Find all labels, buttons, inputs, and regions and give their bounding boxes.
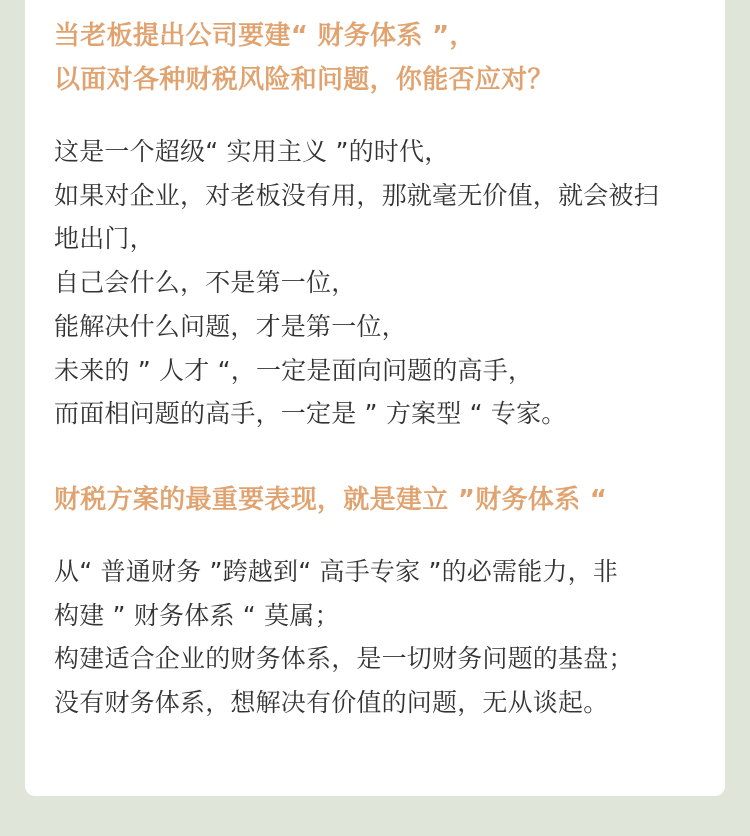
body-line: 如果对企业，对老板没有用，那就毫无价值，就会被扫	[54, 180, 659, 210]
section-1-body	[54, 130, 725, 436]
body-line: 从“ 普通财务 ”跨越到“ 高手专家 ”的必需能力，非	[54, 556, 618, 586]
body-line: 这是一个超级“ 实用主义 ”的时代，	[54, 137, 450, 166]
content-card	[25, 0, 725, 796]
body-line: 构建 ” 财务体系 “ 莫属；	[54, 600, 340, 630]
section-1-heading	[54, 14, 725, 102]
body-line: 没有财务体系，想解决有价值的问题，无从谈起。	[54, 688, 609, 718]
body-line: 地出门，	[54, 224, 155, 254]
section-2-heading	[54, 478, 725, 522]
body-line: 而面相问题的高手，一定是 ” 方案型 “ 专家。	[54, 399, 567, 429]
body-line: 构建适合企业的财务体系，是一切财务问题的基盘；	[54, 644, 634, 674]
body-line: 自己会什么，不是第一位，	[54, 268, 357, 298]
section-2-body	[54, 550, 725, 725]
heading-line: 当老板提出公司要建“ 财务体系 ”，	[54, 21, 476, 51]
body-line: 未来的 ” 人才 “，一定是面向问题的高手，	[54, 355, 534, 385]
heading-line: 财税方案的最重要表现，就是建立 ”财务体系 “	[54, 484, 608, 515]
body-line: 能解决什么问题，才是第一位，	[54, 311, 407, 341]
heading-line: 以面对各种财税风险和问题，你能否应对？	[54, 65, 554, 95]
